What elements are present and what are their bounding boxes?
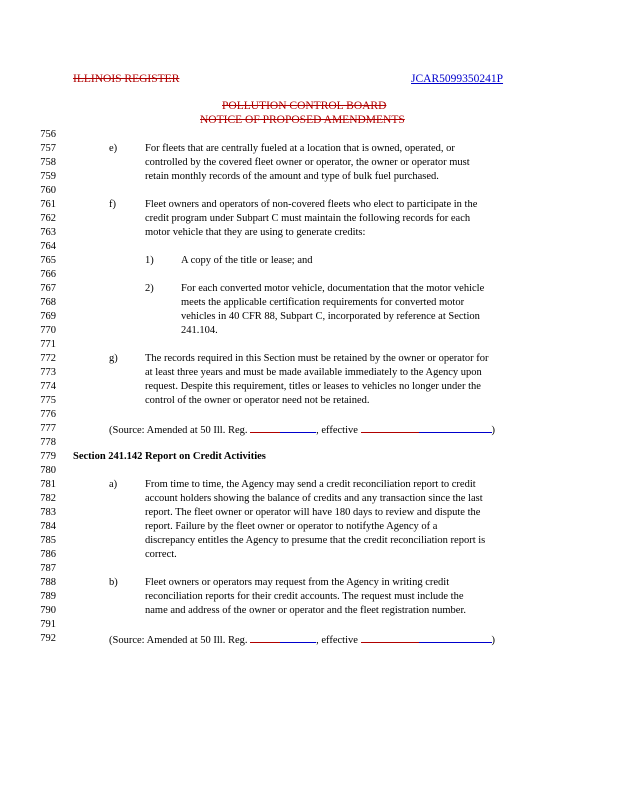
text-line: discrepancy entitles the Agency to presume that the credit reconciliation report is [145,535,486,546]
text-line: name and address of the owner or operator and the fleet registration number. [145,605,467,616]
line-number: 790 [40,605,56,616]
register-title: ILLINOIS REGISTER [73,73,180,85]
line-number: 756 [40,129,56,140]
line-number: 766 [40,269,56,280]
line-number: 772 [40,353,56,364]
deleted-blank [361,632,419,643]
text-line: The records required in this Section must be retained by the owner or operator for [145,353,489,364]
section-heading: Section 241.142 Report on Credit Activities [73,451,266,462]
text-line: Fleet owners or operators may request from the Agency in writing credit [145,577,450,588]
line-number: 782 [40,493,56,504]
item-a-text [145,478,485,562]
source-note-2 [109,632,495,648]
text-line: control of the owner or operator need not be retained. [145,395,370,406]
source-close: ) [491,635,496,646]
item-a-marker: a) [109,479,118,490]
line-number: 760 [40,185,56,196]
text-line: report. The fleet owner or operator will have 180 days to review and dispute the [145,507,481,518]
line-number: 781 [40,479,56,490]
line-number: 786 [40,549,56,560]
item-g-marker: g) [109,353,118,364]
text-line: credit program under Subpart C must maintain the following records for each [145,213,471,224]
text-line: For fleets that are centrally fueled at a location that is owned, operated, or [145,143,455,154]
line-number: 779 [40,451,56,462]
item-e-marker: e) [109,143,118,154]
line-number: 775 [40,395,56,406]
line-number: 783 [40,507,56,518]
line-number: 759 [40,171,56,182]
text-line: meets the applicable certification requirements for converted motor [181,297,465,308]
line-number: 765 [40,255,56,266]
line-number: 773 [40,367,56,378]
text-line: reconciliation reports for their credit accounts. The request must include the [145,591,464,602]
source-note-1 [109,422,495,438]
item-f2-marker: 2) [145,283,154,294]
text-line: request. Despite this requirement, titles or leases to vehicles no longer under the [145,381,481,392]
notice-title: NOTICE OF PROPOSED AMENDMENTS [200,114,405,126]
source-prefix: (Source: Amended at 50 Ill. Reg. [109,635,248,646]
source-effective: , effective [316,425,358,436]
source-prefix: (Source: Amended at 50 Ill. Reg. [109,425,248,436]
board-title: POLLUTION CONTROL BOARD [222,100,387,112]
item-f-marker: f) [109,199,116,210]
line-number: 758 [40,157,56,168]
line-number: 792 [40,633,56,644]
text-line: 241.104. [181,325,218,336]
inserted-blank [280,422,316,433]
text-line: report. Failure by the fleet owner or operator to notifythe Agency of a [145,521,438,532]
line-number: 771 [40,339,56,350]
text-line: at least three years and must be made available immediately to the Agency upon [145,367,482,378]
item-b-text [145,576,466,618]
line-number: 784 [40,521,56,532]
document-code: JCAR5099350241P [411,73,504,85]
line-number: 761 [40,199,56,210]
line-number: 777 [40,423,56,434]
line-number: 768 [40,297,56,308]
inserted-blank [280,632,316,643]
text-line: account holders showing the balance of credits and any transaction since the last [145,493,483,504]
inserted-blank [419,632,492,643]
line-number: 764 [40,241,56,252]
line-number: 774 [40,381,56,392]
line-number: 785 [40,535,56,546]
text-line: retain monthly records of the amount and type of bulk fuel purchased. [145,171,439,182]
text-line: motor vehicle that they are using to generate credits: [145,227,366,238]
line-number: 778 [40,437,56,448]
line-number: 780 [40,465,56,476]
text-line: correct. [145,549,177,560]
line-number: 776 [40,409,56,420]
deleted-blank [361,422,419,433]
text-line: A copy of the title or lease; and [181,255,313,266]
item-f-text [145,198,477,240]
item-f1-marker: 1) [145,255,154,266]
text-line: From time to time, the Agency may send a credit reconciliation report to credit [145,479,476,490]
item-f2-text [181,282,484,338]
line-number: 788 [40,577,56,588]
text-line: vehicles in 40 CFR 88, Subpart C, incorporated by reference at Section [181,311,480,322]
text-line: controlled by the covered fleet owner or operator, the owner or operator must [145,157,470,168]
item-f1-text [181,254,313,268]
line-number: 791 [40,619,56,630]
item-b-marker: b) [109,577,118,588]
line-number: 763 [40,227,56,238]
inserted-blank [419,422,492,433]
text-line: Fleet owners and operators of non-covered fleets who elect to participate in the [145,199,478,210]
deleted-blank [250,422,280,433]
source-effective: , effective [316,635,358,646]
source-close: ) [491,425,496,436]
text-line: For each converted motor vehicle, documentation that the motor vehicle [181,283,485,294]
line-number: 789 [40,591,56,602]
line-number: 767 [40,283,56,294]
line-number: 787 [40,563,56,574]
item-e-text [145,142,470,184]
line-number: 757 [40,143,56,154]
line-number: 762 [40,213,56,224]
line-number: 769 [40,311,56,322]
item-g-text [145,352,488,408]
deleted-blank [250,632,280,643]
line-number: 770 [40,325,56,336]
